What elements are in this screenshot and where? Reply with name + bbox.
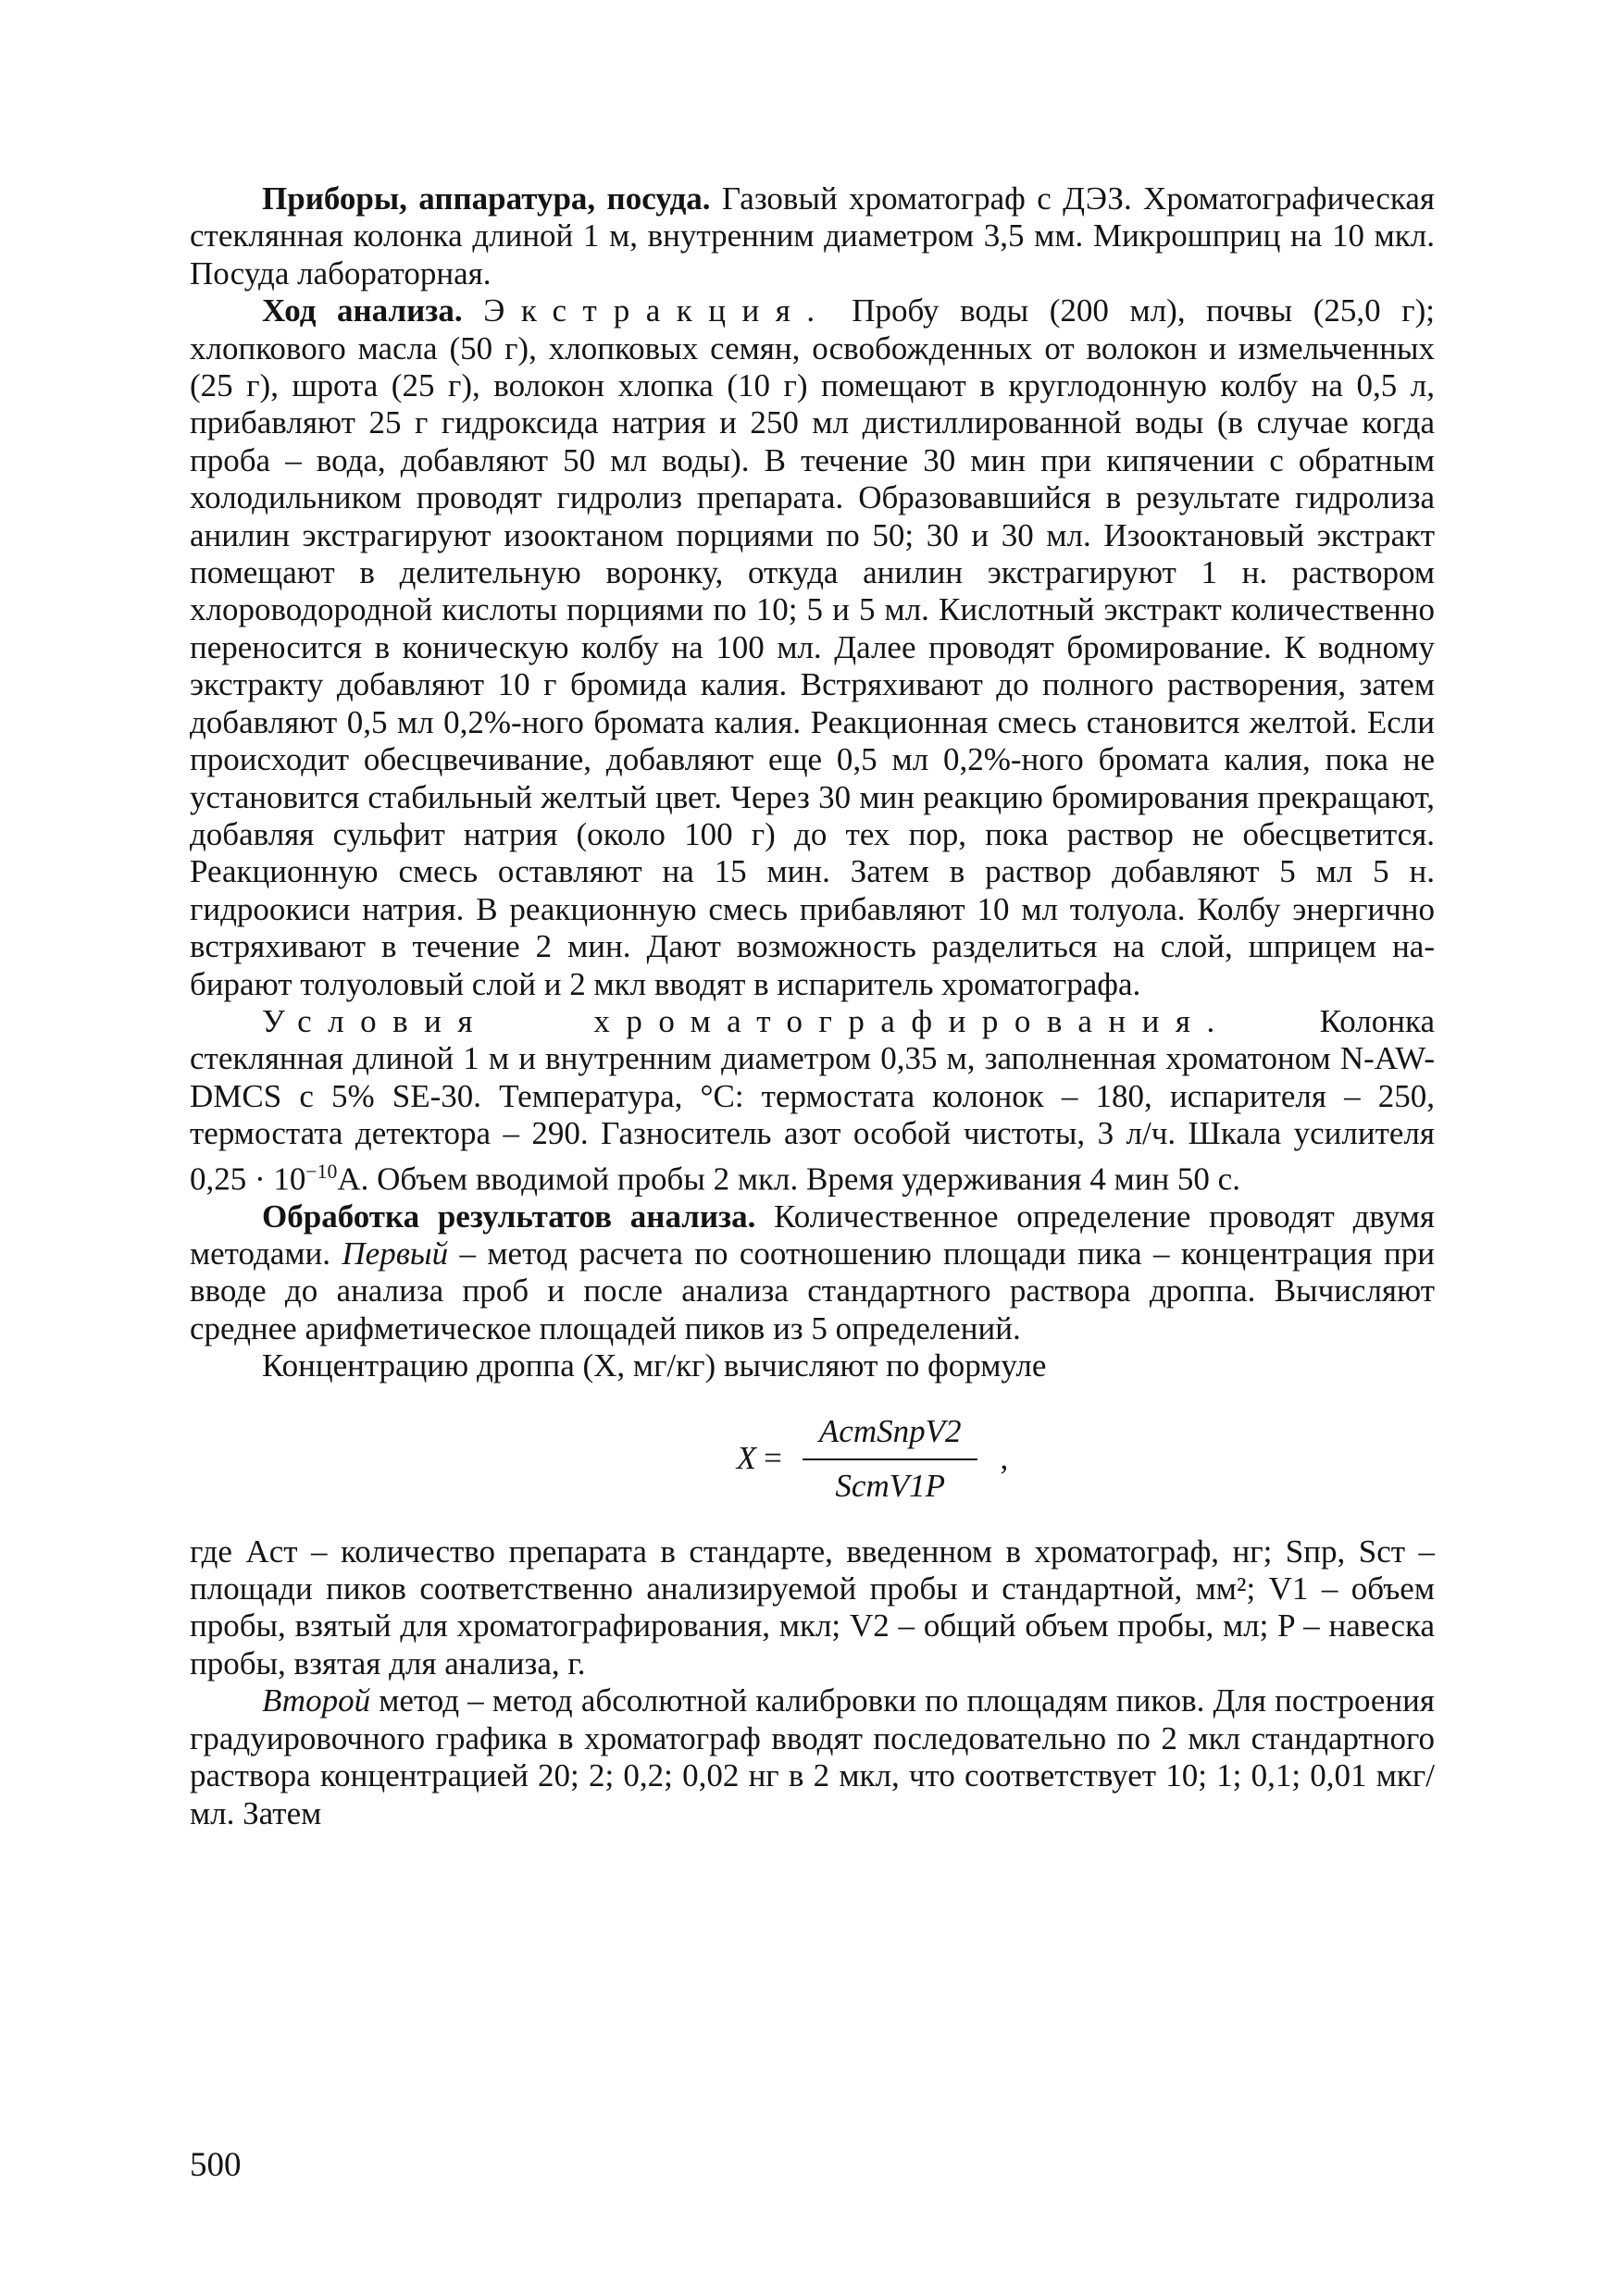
paragraph-processing: Обработка результатов анализа. Количественное определение проводят двумя методами. Первый – метод расчета по соотношению площади пика – концентрация при вводе до анализа проб и после анализа стандартного раствора дроппа. Вычисляют среднее арифметическое площадей пиков из 5 определений. [190,1198,1435,1347]
formula-lhs: X [736,1440,757,1477]
heading-analysis: Ход анализа. [262,292,463,329]
subheading-conditions: Условия хроматографирования. [262,1002,1231,1039]
method-second-label: Второй [262,1682,371,1719]
method-first-label: Первый [342,1235,449,1272]
paragraph-second-method: Второй метод – метод абсолютной калибровки по площадям пиков. Для построения градуировочного графика в хроматограф вводят последовательно по 2 мкл стандартного раствора концентрацией 20; 2; 0,2; 0,02 нг в 2 мкл, что соответствует 10; 1; 0,1; 0,01 мкг/мл. Затем [190,1682,1435,1831]
formula-denominator: SстV1P [835,1467,945,1504]
paragraph-analysis: Ход анализа. Экстракция. Пробу воды (200 мл), почвы (25,0 г); хлопкового масла (50 г), хлопковых семян, освобожденных от волокон и измельченных (25 г), шрота (25 г), волокон хлопка (10 г) помещают в круглодонную колбу на 0,5 л, прибавляют 25 г гидроксида натрия и 250 мл дистиллированной воды (в случае когда проба – вода, добавляют 50 мл воды). В течение 30 мин при кипячении с обратным холодильником проводят гидролиз препарата. Образовавшийся в результате гидролиза анилин экстрагируют изооктаном порциями по 50; 30 и 30 мл. Изооктановый экстракт помещают в делительную воронку, откуда анилин экстрагируют 1 н. раствором хлороводородной кислоты порциями по 10; 5 и 5 мл. Кислотный экстракт количественно переносится в коническую колбу на 100 мл. Далее проводят бромирование. К водному экстракту добавляют 10 г бромида калия. Встряхивают до полного растворения, затем добавляют 0,5 мл 0,2%-ного бромата калия. Реакционная смесь становится желтой. Если происходит обесцвечивание, добавляют еще 0,5 мл 0,2%-ного бромата калия, пока не установится стабильный желтый цвет. Через 30 мин реакцию бромирования прекращают, добавляя сульфит натрия (около 100 г) до тех пор, пока раствор не обесцветится. Реакционную смесь оставляют на 15 мин. Затем в раствор добавляют 5 мл 5 н. гидроокиси натрия. В реакционную смесь прибавляют 10 мл толуола. Колбу энергично встряхивают в течение 2 мин. Дают возможность разделиться на слой, шприцем набирают толуоловый слой и 2 мкл вводят в испаритель хроматографа. [190,292,1436,1002]
formula-fraction [803,1413,978,1505]
concentration-formula: X = $\frac{\text{AстSпрV2}}{\text{SстV1P}}$ , [736,1413,1009,1504]
subheading-extraction: Экстракция. [483,292,831,329]
heading-processing: Обработка результатов анализа. [262,1198,756,1235]
page-number: 500 [190,2146,242,2184]
paragraph-legend: где Aст – количество препарата в стандарте, введенном в хроматограф, нг; Sпр, Sст – площади пиков соответственно анализируемой пробы и стандартной, мм²; V1 – объем пробы, взятый для хроматографирования, мкл; V2 – общий объем пробы, мл; P – навеска пробы, взятая для анализа, г. [190,1533,1435,1682]
formula-equals: = [764,1440,782,1477]
paragraph-instruments: Приборы, аппаратура, посуда. Газовый хроматограф с ДЭЗ. Хроматографическая стеклянная колонка длиной 1 м, внутренним диаметром 3,5 мм. Микрошприц на 10 мкл. Посуда лабораторная. [190,180,1435,292]
fraction-bar [803,1458,978,1460]
heading-instruments: Приборы, аппаратура, посуда. [262,180,711,217]
paragraph-conditions: Условия хроматографирования. Колонка стеклянная длиной 1 м и внутренним диаметром 0,35 м, заполненная хроматоном N-AW-DMCS с 5% SE-30. Температура, °С: термостата колонок – 180, испарителя – 250, термостата детектора – 290. Газноситель азот особой чистоты, 3 л/ч. Шкала усилителя $0,25 \cdot 10^{-10}А$. Объем вводимой пробы 2 мкл. Время удерживания 4 мин 50 с. [190,1002,1435,1198]
formula-numerator: AстSпрV2 [818,1413,962,1450]
body-text [190,180,1435,1832]
paragraph-formula-intro: Концентрацию дроппа (X, мг/кг) вычисляют по формуле [262,1347,1047,1384]
